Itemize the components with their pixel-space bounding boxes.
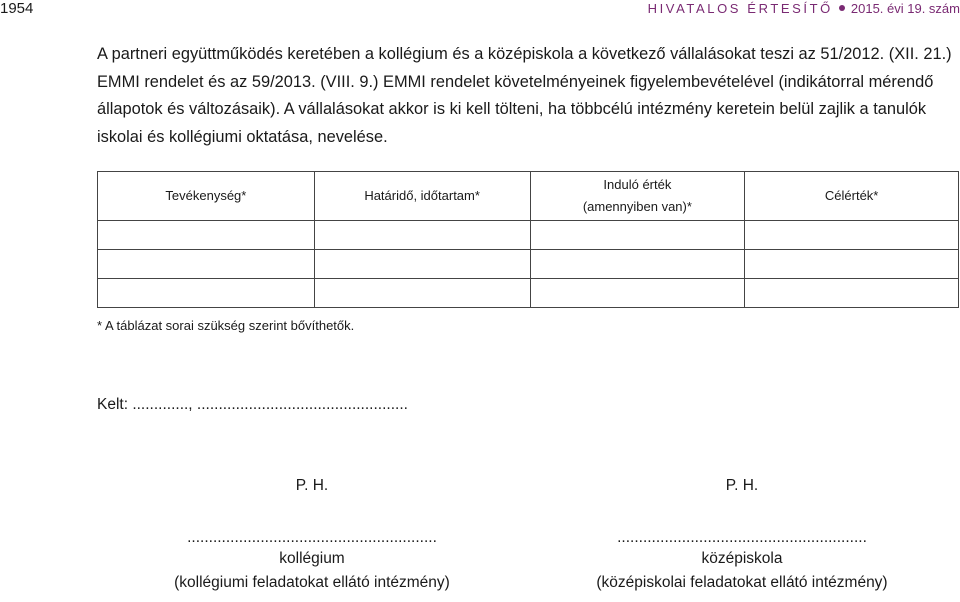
issue-label: 2015. évi 19. szám: [850, 1, 960, 16]
table-cell[interactable]: [98, 279, 315, 308]
page-number: 1954: [0, 0, 34, 17]
table-cell[interactable]: [98, 250, 315, 279]
date-place-field[interactable]: Kelt: ............., .................................................: [97, 396, 408, 413]
table-cell[interactable]: [745, 221, 959, 250]
table-cell[interactable]: [530, 221, 745, 250]
intro-line: EMMI rendelet és az 59/2013. (VIII. 9.) EMMI rendelet követelményeinek figyelembevételével (indikátorral mérendő: [97, 72, 934, 91]
header-dot-separator: [839, 5, 845, 11]
header-target-value: Célérték*: [745, 172, 959, 221]
header-activity: Tevékenység*: [98, 172, 315, 221]
signatory-role: (kollégiumi feladatokat ellátó intézmény): [174, 574, 450, 591]
table-cell[interactable]: [314, 279, 530, 308]
table-row: [98, 279, 959, 308]
header-deadline: Határidő, időtartam*: [314, 172, 530, 221]
signature-line[interactable]: ..........................................................: [617, 529, 867, 546]
header-initial-value: [530, 172, 745, 221]
table-header-row: [98, 172, 959, 221]
stamp-label: P. H.: [295, 477, 329, 494]
table-footnote: * A táblázat sorai szükség szerint bővíthetők.: [97, 318, 355, 333]
table-cell[interactable]: [98, 221, 315, 250]
signature-line[interactable]: ..........................................................: [187, 529, 437, 546]
intro-line: állapotok és változásaik). A vállalásokat akkor is ki kell tölteni, ha többcélú intézmény keretein belül zajlik a tanulók: [97, 100, 927, 118]
table-cell[interactable]: [314, 221, 530, 250]
table-cell[interactable]: [745, 250, 959, 279]
table-cell[interactable]: [745, 279, 959, 308]
signatory-role: (középiskolai feladatokat ellátó intézmény): [596, 574, 888, 591]
signatory-name: kollégium: [279, 550, 345, 567]
intro-line: A partneri együttműködés keretében a kollégium és a középiskola a következő vállalásokat teszi az 51/2012. (XII. 21.): [97, 45, 952, 63]
table-cell[interactable]: [530, 279, 745, 308]
table-row: [98, 221, 959, 250]
stamp-label: P. H.: [725, 477, 759, 494]
table-cell[interactable]: [314, 250, 530, 279]
running-header: [648, 1, 960, 16]
signature-block-dormitory: [147, 477, 477, 595]
commitments-table: [97, 171, 959, 308]
table-row: [98, 250, 959, 279]
header-initial-value-line2: (amennyiben van)*: [582, 199, 692, 214]
intro-line: iskolai és kollégiumi oktatása, nevelése.: [97, 127, 388, 146]
intro-paragraph: [97, 41, 959, 151]
header-initial-value-line1: Induló érték: [603, 177, 672, 192]
signature-block-school: [577, 477, 907, 595]
journal-title: HIVATALOS ÉRTESÍTŐ: [647, 1, 833, 16]
signatory-name: középiskola: [701, 550, 783, 567]
table-cell[interactable]: [530, 250, 745, 279]
